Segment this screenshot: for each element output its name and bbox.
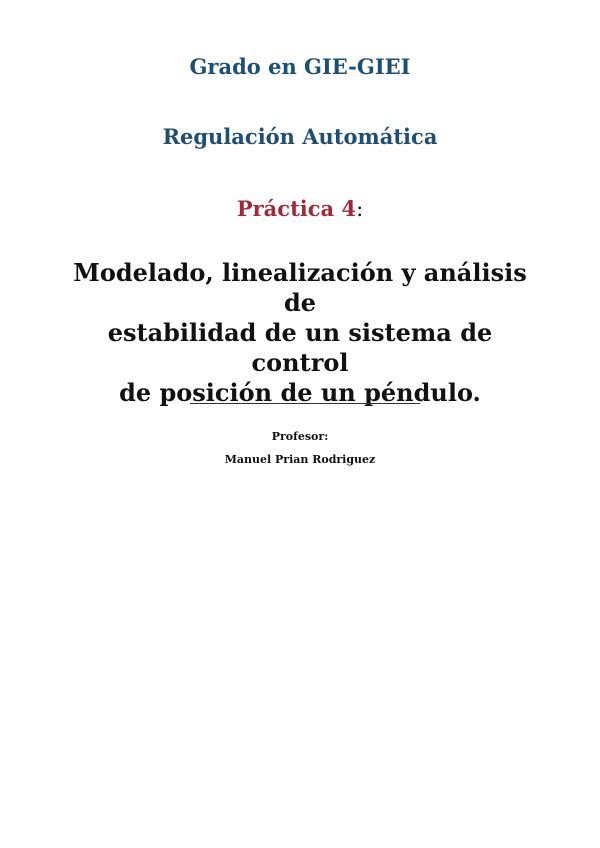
practice-separator: : bbox=[356, 197, 364, 221]
title-line: Modelado, linealización y análisis de bbox=[73, 258, 527, 317]
practice-label: Práctica 4 bbox=[236, 196, 357, 221]
professor-name: Manuel Prian Rodriguez bbox=[224, 453, 376, 466]
professor-label: Profesor: bbox=[271, 430, 329, 443]
title-line: estabilidad de un sistema de control bbox=[107, 318, 493, 377]
divider bbox=[190, 403, 420, 404]
practice-heading bbox=[0, 196, 600, 221]
degree-heading: Grado en GIE-GIEI bbox=[189, 54, 411, 79]
title-line: de posición de un péndulo. bbox=[119, 378, 481, 407]
course-heading: Regulación Automática bbox=[162, 124, 438, 149]
document-title bbox=[60, 258, 540, 408]
